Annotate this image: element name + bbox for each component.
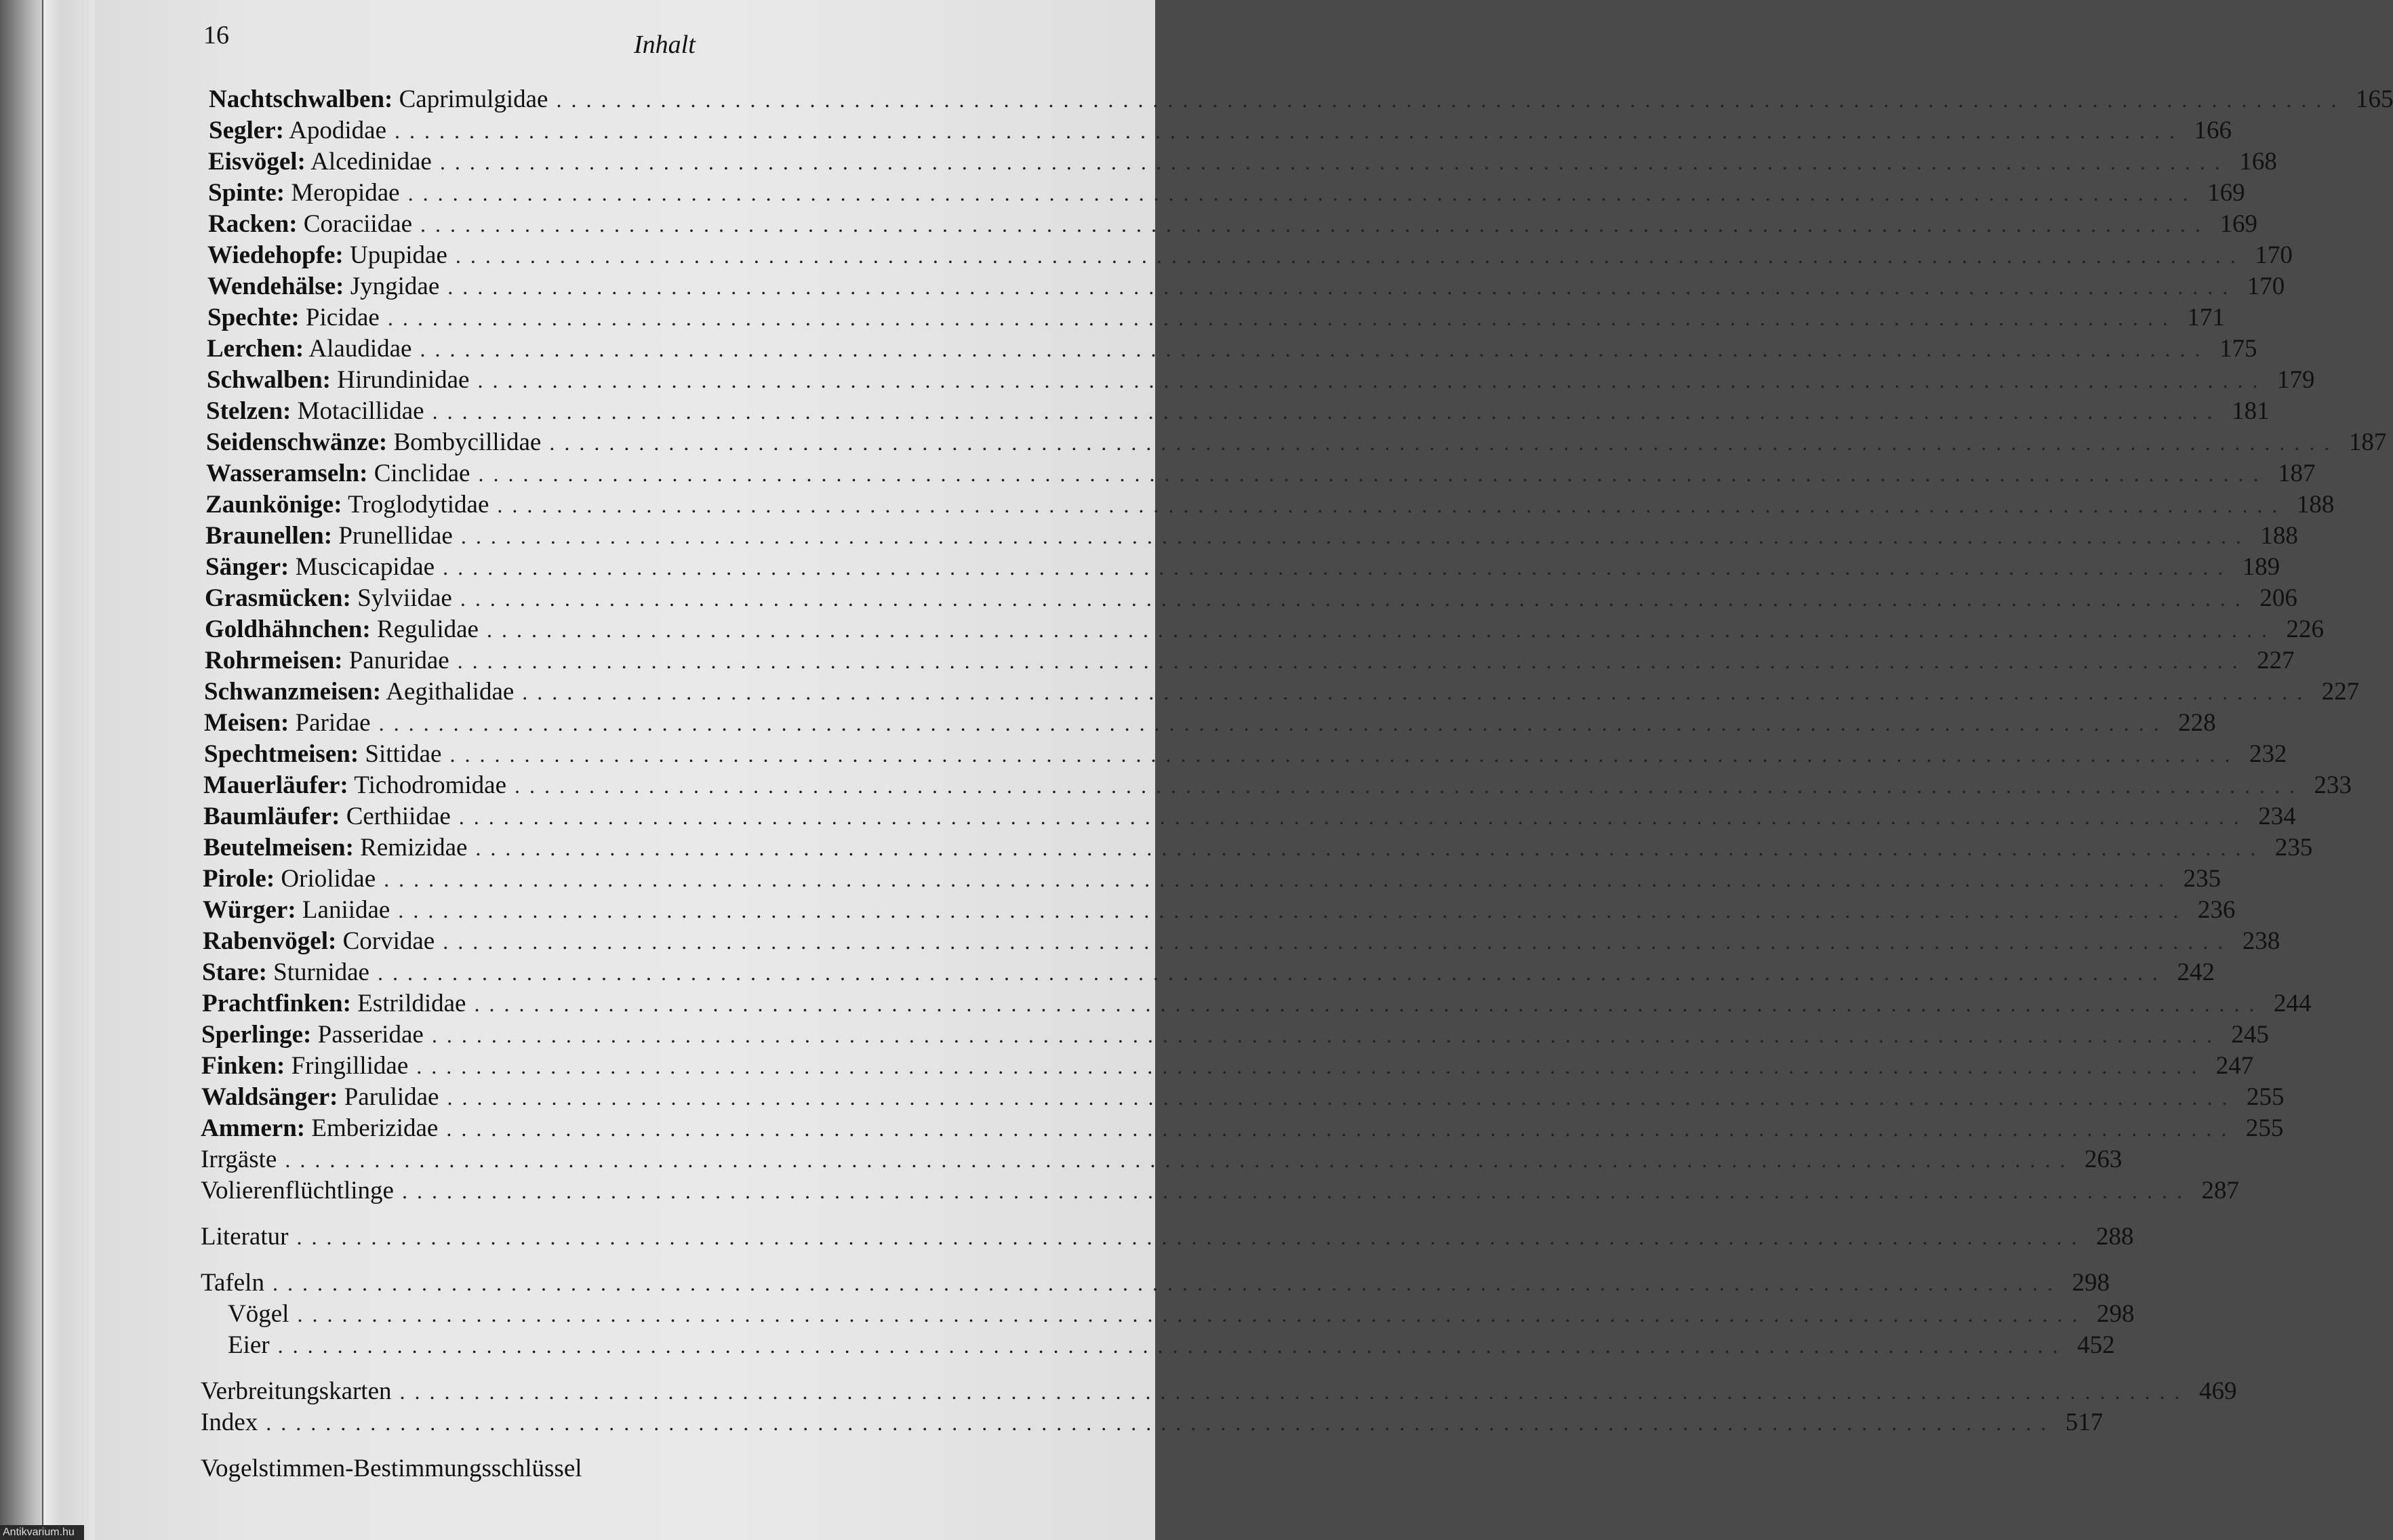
toc-leader-dots: ........................................................................................................................ xyxy=(443,929,2233,954)
toc-entry xyxy=(203,895,2236,926)
toc-family-german: Wendehälse: xyxy=(207,272,344,300)
toc-leader-dots: ........................................................................................................................ xyxy=(460,524,2251,548)
toc-page-number: 236 xyxy=(2197,896,2236,924)
toc-page-number: 233 xyxy=(2314,771,2352,799)
toc-family-latin: Paridae xyxy=(289,709,371,737)
toc-family-german: Wiedehopfe: xyxy=(207,241,344,269)
toc-entry xyxy=(228,1330,2115,1361)
toc-entry xyxy=(207,302,2225,333)
toc-family-latin: Picidae xyxy=(299,304,380,331)
toc-leader-dots: ........................................................................................................................ xyxy=(407,181,2198,205)
toc-leader-dots: ........................................................................................................................ xyxy=(447,1085,2237,1110)
toc-page-number: 169 xyxy=(2219,210,2258,238)
watermark: Antikvarium.hu xyxy=(0,1525,84,1540)
toc-page-number: 517 xyxy=(2065,1409,2104,1436)
toc-leader-dots: ........................................................................................................................ xyxy=(455,243,2245,268)
toc-family-german: Spinte: xyxy=(208,179,285,207)
toc-family-latin: Bombycillidae xyxy=(387,428,542,456)
toc-page-number: 188 xyxy=(2296,491,2335,519)
toc-page-number: 189 xyxy=(2242,553,2280,581)
toc-page-number: 170 xyxy=(2255,241,2293,269)
toc-family-latin: Tichodromidae xyxy=(348,771,507,799)
toc-family-latin: Sturnidae xyxy=(266,958,369,986)
toc-page-number: 245 xyxy=(2231,1021,2269,1049)
toc-entry xyxy=(204,676,2360,708)
toc-family-latin: Muscicapidae xyxy=(289,553,435,581)
toc-leader-dots: ........................................................................................................................ xyxy=(449,742,2240,767)
toc-family-german: Ammern: xyxy=(201,1114,306,1142)
toc-page-number: 234 xyxy=(2258,803,2296,830)
toc-entry xyxy=(201,1407,2104,1438)
toc-entry xyxy=(201,1268,2110,1299)
toc-title xyxy=(207,302,380,333)
toc-title xyxy=(205,552,435,583)
toc-family-german: Rabenvögel: xyxy=(203,927,337,955)
toc-entry xyxy=(205,521,2298,552)
toc-title xyxy=(201,1175,394,1207)
toc-family-german: Würger: xyxy=(203,896,296,924)
toc-title xyxy=(209,115,386,146)
toc-title xyxy=(206,427,541,458)
toc-family-german: Beutelmeisen: xyxy=(203,834,354,862)
toc-title xyxy=(207,240,447,271)
toc-entry xyxy=(201,1144,2123,1175)
toc-family-latin: Aegithalidae xyxy=(381,678,515,706)
toc-family-latin: Alaudidae xyxy=(304,335,412,363)
toc-page-number: 165 xyxy=(2355,85,2393,113)
toc-leader-dots: ........................................................................................................................ xyxy=(443,555,2233,580)
toc-entry xyxy=(205,552,2280,583)
toc-title xyxy=(208,146,432,178)
toc-family-latin: Vögel xyxy=(228,1300,289,1328)
toc-leader-dots: ........................................................................................................................ xyxy=(420,212,2211,237)
toc-family-latin: Coraciidae xyxy=(297,210,413,238)
running-head: Inhalt xyxy=(634,31,696,59)
toc-family-latin: Caprimulgidae xyxy=(393,85,548,113)
toc-family-german: Baumläufer: xyxy=(203,803,340,830)
toc-entry xyxy=(205,583,2297,614)
toc-family-latin: Volierenflüchtlinge xyxy=(201,1177,394,1204)
toc-title xyxy=(203,801,451,832)
toc-title xyxy=(204,676,514,708)
toc-page-number: 175 xyxy=(2219,335,2257,363)
toc-title xyxy=(209,84,548,115)
toc-family-latin: Jyngidae xyxy=(344,272,440,300)
toc-leader-dots: ........................................................................................................................ xyxy=(395,119,2185,143)
toc-entry xyxy=(208,178,2245,209)
toc-entry xyxy=(201,1376,2237,1407)
toc-page-number: 166 xyxy=(2194,117,2232,144)
toc-page-number: 452 xyxy=(2077,1331,2115,1359)
toc-entry xyxy=(202,988,2312,1019)
toc-title xyxy=(203,832,467,864)
toc-leader-dots: ........................................................................................................................ xyxy=(378,711,2169,735)
toc-title xyxy=(204,708,371,739)
toc-page-number: 227 xyxy=(2321,678,2360,706)
toc-title xyxy=(203,895,390,926)
toc-entry xyxy=(209,84,2393,115)
toc-family-latin: Panuridae xyxy=(342,647,449,674)
toc-page-number: 232 xyxy=(2249,740,2287,768)
toc-title xyxy=(205,645,449,676)
toc-page-number: 228 xyxy=(2178,709,2216,737)
toc-family-german: Segler: xyxy=(209,117,284,144)
toc-title xyxy=(203,770,506,801)
toc-entry xyxy=(201,1113,2284,1144)
toc-family-latin: Sylviidae xyxy=(350,584,452,612)
toc-title xyxy=(207,333,411,365)
toc-title xyxy=(201,1082,439,1113)
toc-family-german: Prachtfinken: xyxy=(202,990,351,1017)
toc-leader-dots: ........................................................................................................................ xyxy=(431,1023,2221,1047)
toc-entry xyxy=(201,1051,2254,1082)
page-number: 16 xyxy=(203,21,229,49)
toc-page-number: 226 xyxy=(2286,615,2324,643)
toc-title xyxy=(206,396,424,427)
toc-title xyxy=(205,489,489,521)
toc-family-latin: Remizidae xyxy=(353,834,468,862)
toc-page-number: 298 xyxy=(2072,1269,2110,1297)
toc-page-number: 188 xyxy=(2260,522,2298,550)
toc-title xyxy=(203,864,376,895)
toc-leader-dots: ........................................................................................................................ xyxy=(296,1225,2087,1249)
toc-leader-dots: ........................................................................................................................ xyxy=(460,586,2250,611)
toc-entry xyxy=(201,1019,2269,1051)
toc-family-german: Waldsänger: xyxy=(201,1083,338,1111)
toc-family-latin: Literatur xyxy=(201,1223,289,1251)
toc-leader-dots: ........................................................................................................................ xyxy=(515,773,2305,798)
book-binding xyxy=(0,0,42,1540)
toc-family-german: Pirole: xyxy=(203,865,275,893)
toc-family-latin: Oriolidae xyxy=(275,865,376,893)
toc-family-german: Goldhähnchen: xyxy=(205,615,371,643)
toc-title xyxy=(206,458,470,489)
toc-entry xyxy=(204,739,2287,770)
toc-family-latin: Parulidae xyxy=(338,1083,439,1111)
toc-entry xyxy=(205,489,2335,521)
toc-family-latin: Meropidae xyxy=(285,179,400,207)
toc-entry xyxy=(209,115,2232,146)
toc-page-number: 179 xyxy=(2276,366,2315,394)
toc-page-number: 238 xyxy=(2242,927,2280,955)
toc-family-german: Seidenschwänze: xyxy=(206,428,388,456)
toc-leader-dots: ........................................................................................................................ xyxy=(416,1054,2207,1078)
toc-family-german: Stelzen: xyxy=(206,397,291,425)
toc-entry xyxy=(201,1453,1056,1484)
toc-title xyxy=(203,926,435,957)
toc-family-latin: Cinclidae xyxy=(367,460,470,487)
toc-title xyxy=(207,365,469,396)
toc-leader-dots: ........................................................................................................................ xyxy=(384,867,2174,891)
toc-family-german: Racken: xyxy=(208,210,298,238)
toc-title xyxy=(201,1051,408,1082)
toc-family-german: Sperlinge: xyxy=(201,1021,312,1049)
toc-family-german: Stare: xyxy=(202,958,267,986)
toc-title xyxy=(205,521,453,552)
toc-entry xyxy=(205,645,2295,676)
toc-family-german: Schwanzmeisen: xyxy=(204,678,382,706)
toc-leader-dots: ........................................................................................................................ xyxy=(458,805,2249,829)
toc-leader-dots: ........................................................................................................................ xyxy=(420,337,2210,361)
toc-title xyxy=(205,583,452,614)
toc-family-german: Rohrmeisen: xyxy=(205,647,343,674)
toc-page-number: 171 xyxy=(2187,304,2225,331)
toc-entry xyxy=(207,240,2293,271)
toc-entry xyxy=(201,1221,2134,1253)
toc-entry xyxy=(208,146,2277,178)
toc-page-number: 235 xyxy=(2183,865,2221,893)
toc-family-latin: Sittidae xyxy=(359,740,442,768)
toc-entry xyxy=(203,926,2280,957)
toc-leader-dots: ........................................................................................................................ xyxy=(556,87,2346,112)
toc-leader-dots: ........................................................................................................................ xyxy=(486,617,2276,642)
toc-entry xyxy=(201,1082,2285,1113)
toc-family-latin: Regulidae xyxy=(370,615,479,643)
toc-title xyxy=(201,1453,582,1484)
toc-family-german: Zaunkönige: xyxy=(205,491,342,519)
toc-family-german: Mauerläufer: xyxy=(203,771,348,799)
toc-family-german: Lerchen: xyxy=(207,335,304,363)
toc-entry xyxy=(203,770,2352,801)
toc-title xyxy=(208,178,400,209)
toc-family-german: Spechtmeisen: xyxy=(204,740,359,768)
toc-family-latin: Passeridae xyxy=(311,1021,424,1049)
toc-family-latin: Corvidae xyxy=(336,927,435,955)
toc-entry xyxy=(203,832,2313,864)
toc-page-number: 247 xyxy=(2215,1052,2254,1080)
toc-page-number: 235 xyxy=(2274,834,2313,862)
toc-page-number: 168 xyxy=(2239,148,2277,176)
toc-page-number: 181 xyxy=(2232,397,2270,425)
toc-leader-dots: ........................................................................................................................ xyxy=(432,399,2222,424)
toc-entry xyxy=(206,458,2316,489)
toc-family-latin: Verbreitungskarten xyxy=(201,1377,392,1405)
toc-entry xyxy=(207,271,2285,302)
toc-entry xyxy=(207,365,2315,396)
toc-title xyxy=(202,988,466,1019)
toc-family-latin: Motacillidae xyxy=(291,397,424,425)
toc-family-latin: Prunellidae xyxy=(332,522,453,550)
toc-family-latin: Tafeln xyxy=(201,1269,264,1297)
toc-page-number: 242 xyxy=(2177,958,2215,986)
toc-leader-dots: ........................................................................................................................ xyxy=(446,1116,2236,1141)
toc-title xyxy=(201,1144,277,1175)
toc-leader-dots: ........................................................................................................................ xyxy=(549,430,2339,455)
toc-leader-dots: ........................................................................................................................ xyxy=(277,1333,2068,1358)
toc-family-german: Grasmücken: xyxy=(205,584,351,612)
toc-leader-dots: ........................................................................................................................ xyxy=(475,836,2266,860)
toc-page-number: 287 xyxy=(2201,1177,2239,1204)
toc-entry xyxy=(206,427,2387,458)
toc-title xyxy=(205,614,479,645)
toc-leader-dots: ........................................................................................................................ xyxy=(474,992,2264,1016)
toc-family-latin: Certhiidae xyxy=(340,803,451,830)
toc-page-number: 170 xyxy=(2247,272,2285,300)
toc-entry xyxy=(206,396,2270,427)
toc-page-number: 255 xyxy=(2245,1114,2284,1142)
toc-leader-dots: ........................................................................................................................ xyxy=(398,898,2188,923)
toc-entry xyxy=(203,864,2221,895)
toc-page-number: 469 xyxy=(2199,1377,2237,1405)
toc-leader-dots: ........................................................................................................................ xyxy=(266,1411,2056,1435)
toc-family-german: Schwalben: xyxy=(207,366,331,394)
toc-family-german: Wasseramseln: xyxy=(206,460,368,487)
toc-entry xyxy=(228,1299,2135,1330)
toc-title xyxy=(228,1330,270,1361)
toc-family-latin: Irrgäste xyxy=(201,1146,277,1173)
toc-page-number: 187 xyxy=(2348,428,2387,456)
toc-entry xyxy=(204,708,2216,739)
toc-leader-dots: ........................................................................................................................ xyxy=(522,680,2312,704)
toc-title xyxy=(228,1299,289,1330)
toc-title xyxy=(201,1268,264,1299)
toc-leader-dots: ........................................................................................................................ xyxy=(401,1179,2192,1203)
toc-leader-dots: ........................................................................................................................ xyxy=(497,493,2287,517)
toc-leader-dots: ........................................................................................................................ xyxy=(447,275,2238,299)
toc-page-number: 298 xyxy=(2096,1300,2135,1328)
toc-family-latin: Vogelstimmen-Bestimmungsschlüssel xyxy=(201,1455,582,1482)
toc-leader-dots: ........................................................................................................................ xyxy=(387,306,2177,330)
toc-family-latin: Hirundinidae xyxy=(330,366,470,394)
toc-family-german: Nachtschwalben: xyxy=(209,85,393,113)
toc-title xyxy=(202,957,369,988)
toc-title xyxy=(201,1407,258,1438)
toc-family-german: Meisen: xyxy=(204,709,289,737)
toc-title xyxy=(204,739,441,770)
toc-title xyxy=(201,1221,288,1253)
toc-entry xyxy=(201,1175,2239,1207)
toc-page-number: 244 xyxy=(2273,990,2312,1017)
toc-leader-dots: ........................................................................................................................ xyxy=(478,462,2268,486)
toc-family-latin: Upupidae xyxy=(343,241,447,269)
toc-entry xyxy=(205,614,2324,645)
toc-leader-dots: ........................................................................................................................ xyxy=(377,960,2167,985)
toc-leader-dots: ........................................................................................................................ xyxy=(457,649,2247,673)
toc-leader-dots: ........................................................................................................................ xyxy=(439,150,2230,174)
toc-family-latin: Emberizidae xyxy=(305,1114,439,1142)
toc-entry xyxy=(208,209,2258,240)
toc-page-number: 227 xyxy=(2257,647,2295,674)
toc-family-latin: Index xyxy=(201,1409,258,1436)
toc-family-latin: Apodidae xyxy=(283,117,387,144)
toc-leader-dots: ........................................................................................................................ xyxy=(272,1271,2062,1295)
toc-page-number: 187 xyxy=(2277,460,2316,487)
toc-page-number: 263 xyxy=(2084,1146,2123,1173)
toc-entry xyxy=(207,333,2257,365)
book-page xyxy=(95,0,2393,1540)
toc-family-latin: Alcedinidae xyxy=(305,148,432,176)
toc-page-number: 288 xyxy=(2095,1223,2134,1251)
toc-title xyxy=(201,1019,424,1051)
toc-family-latin: Troglodytidae xyxy=(342,491,489,519)
toc-family-german: Spechte: xyxy=(207,304,300,331)
toc-family-latin: Laniidae xyxy=(296,896,390,924)
toc-leader-dots: ........................................................................................................................ xyxy=(399,1379,2190,1404)
toc-title xyxy=(207,271,439,302)
toc-family-german: Finken: xyxy=(201,1052,285,1080)
toc-family-latin: Estrildidae xyxy=(350,990,466,1017)
toc-leader-dots: ........................................................................................................................ xyxy=(477,368,2268,392)
toc-family-german: Sänger: xyxy=(205,553,289,581)
toc-leader-dots: ........................................................................................................................ xyxy=(297,1302,2087,1326)
toc-title xyxy=(201,1376,392,1407)
toc-family-german: Braunellen: xyxy=(205,522,333,550)
toc-leader-dots: ........................................................................................................................ xyxy=(285,1148,2075,1172)
toc-entry xyxy=(202,957,2215,988)
toc-title xyxy=(201,1113,438,1144)
toc-title xyxy=(208,209,412,240)
toc-page-number: 255 xyxy=(2246,1083,2285,1111)
toc-family-latin: Fringillidae xyxy=(285,1052,409,1080)
toc-family-latin: Eier xyxy=(228,1331,270,1359)
toc-family-german: Eisvögel: xyxy=(208,148,306,176)
toc-page-number: 206 xyxy=(2259,584,2297,612)
page-gutter xyxy=(42,0,96,1540)
toc-page-number: 169 xyxy=(2207,179,2245,207)
toc-entry xyxy=(203,801,2296,832)
